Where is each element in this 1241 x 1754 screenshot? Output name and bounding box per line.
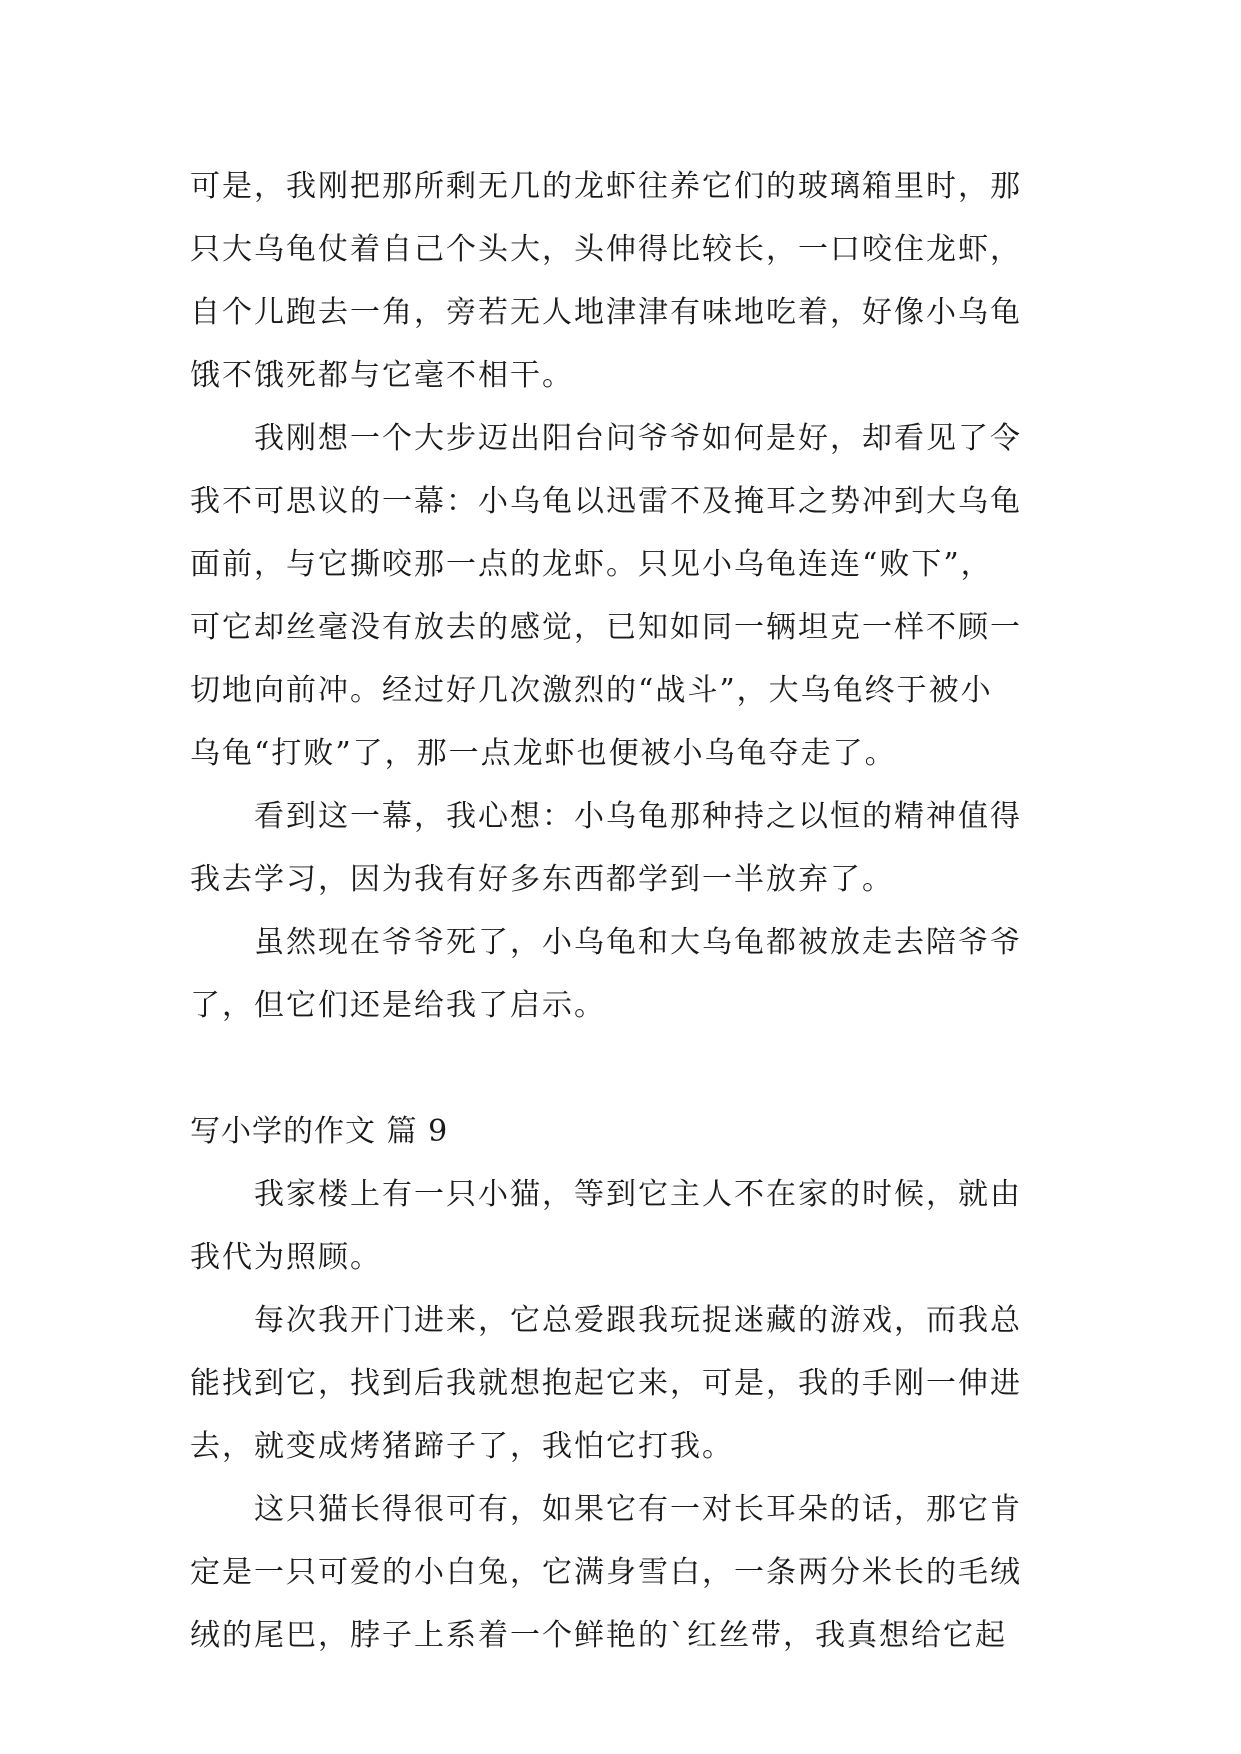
blank-line <box>190 1037 1050 1100</box>
paragraph <box>190 1289 1050 1478</box>
paragraph <box>190 1163 1050 1289</box>
text-line: 了，但它们还是给我了启示。 <box>190 988 606 1023</box>
paragraph <box>190 1478 1050 1667</box>
text-line: 可是，我刚把那所剩无几的龙虾往养它们的玻璃箱里时，那 <box>190 169 1022 204</box>
text-line: 每次我开门进来，它总爱跟我玩捉迷藏的游戏，而我总 <box>254 1303 1022 1338</box>
text-line: 去，就变成烤猪蹄子了，我怕它打我。 <box>190 1429 734 1464</box>
paragraph <box>190 155 1050 407</box>
text-line: 能找到它，找到后我就想抱起它来，可是，我的手刚一伸进 <box>190 1366 1022 1401</box>
text-line: 我代为照顾。 <box>190 1240 382 1275</box>
text-line: 定是一只可爱的小白兔，它满身雪白，一条两分米长的毛绒 <box>190 1555 1022 1590</box>
text-line: 只大乌龟仗着自己个头大，头伸得比较长，一口咬住龙虾， <box>190 232 1022 267</box>
text-line: 切地向前冲。经过好几次激烈的“战斗”，大乌龟终于被小 <box>190 673 993 708</box>
paragraph <box>190 911 1050 1037</box>
text-line: 绒的尾巴，脖子上系着一个鲜艳的`红丝带，我真想给它起 <box>190 1618 1007 1653</box>
paragraph <box>190 407 1050 785</box>
text-line: 可它却丝毫没有放去的感觉，已知如同一辆坦克一样不顾一 <box>190 610 1022 645</box>
section-heading: 写小学的作文 篇 9 <box>190 1114 449 1149</box>
text-line: 我去学习，因为我有好多东西都学到一半放弃了。 <box>190 862 894 897</box>
text-line: 面前，与它撕咬那一点的龙虾。只见小乌龟连连“败下”， <box>190 547 993 582</box>
text-line: 饿不饿死都与它毫不相干。 <box>190 358 574 393</box>
text-line: 看到这一幕，我心想：小乌龟那种持之以恒的精神值得 <box>254 799 1022 834</box>
text-line: 这只猫长得很可有，如果它有一对长耳朵的话，那它肯 <box>254 1492 1022 1527</box>
paragraph <box>190 785 1050 911</box>
text-line: 自个儿跑去一角，旁若无人地津津有味地吃着，好像小乌龟 <box>190 295 1022 330</box>
text-line: 虽然现在爷爷死了，小乌龟和大乌龟都被放走去陪爷爷 <box>254 925 1022 960</box>
text-line: 我不可思议的一幕：小乌龟以迅雷不及掩耳之势冲到大乌龟 <box>190 484 1022 519</box>
text-line: 我家楼上有一只小猫，等到它主人不在家的时候，就由 <box>254 1177 1022 1212</box>
document-body <box>190 155 1050 1667</box>
text-line: 乌龟“打败”了，那一点龙虾也便被小乌龟夺走了。 <box>190 736 897 771</box>
text-line: 我刚想一个大步迈出阳台问爷爷如何是好，却看见了令 <box>254 421 1022 456</box>
